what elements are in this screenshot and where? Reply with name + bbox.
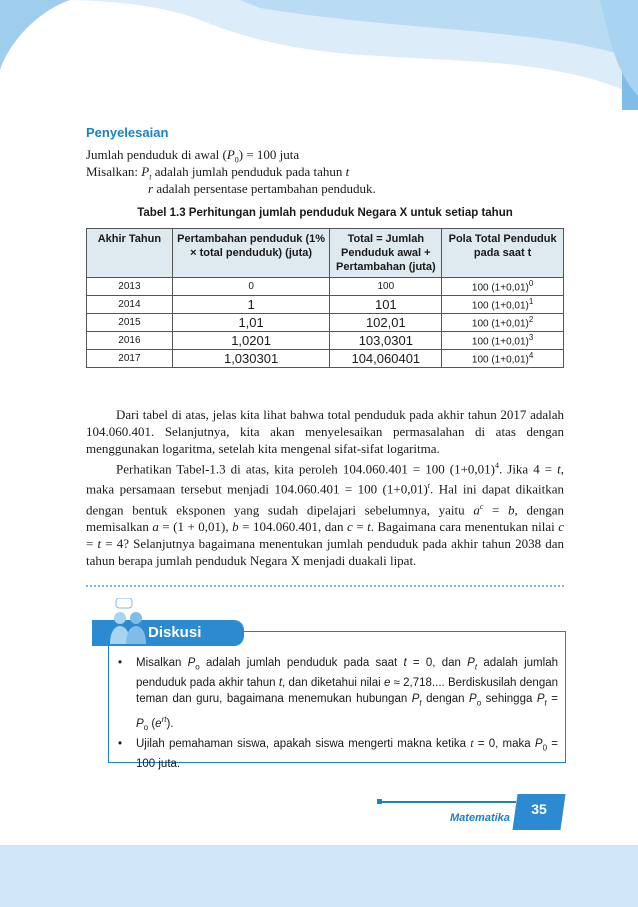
cell-increase: 1,01 — [172, 314, 330, 332]
sup-rt: rt — [161, 714, 167, 724]
sub-t: t — [419, 698, 422, 708]
table-header-row — [87, 229, 564, 278]
pattern-exponent: 0 — [528, 279, 534, 289]
population-table — [86, 228, 564, 368]
p2-d: . Hal ini dapat dikaitkan dengan bentuk eksponen yang sudah dipelajari sebelumnya, yaitu — [86, 481, 564, 517]
list-item — [118, 655, 558, 736]
cell-total: 101 — [330, 296, 442, 314]
intro-line-1-text-b: ) = 100 juta — [238, 147, 300, 162]
var-p: P — [226, 147, 235, 162]
sub-t: t — [149, 172, 152, 182]
var-p: P — [467, 657, 475, 669]
p2-d-sup: c — [479, 501, 484, 511]
cell-pattern — [442, 350, 564, 368]
cell-year: 2014 — [87, 296, 173, 314]
cell-year: 2015 — [87, 314, 173, 332]
pattern-exponent: 1 — [528, 297, 534, 307]
d1-b: adalah jumlah penduduk pada saat — [199, 657, 404, 669]
intro-line-2-text-a: Misalkan: — [86, 164, 142, 179]
intro-line-2-text-b: adalah jumlah penduduk pada tahun — [151, 164, 346, 179]
p2-b: . Jika 4 = — [498, 461, 558, 477]
d2-b: = 0, maka — [473, 737, 535, 750]
var-p: P — [534, 737, 543, 750]
cell-total: 103,0301 — [330, 332, 442, 350]
var-t: t — [367, 518, 371, 534]
var-p: P — [469, 693, 477, 706]
sub-t: t — [474, 662, 478, 672]
var-a: a — [152, 518, 159, 534]
sub-0: 0 — [234, 155, 239, 165]
cell-total: 100 — [330, 278, 442, 296]
paragraph-2 — [86, 457, 564, 569]
var-c: c — [558, 518, 564, 534]
cell-increase: 1,0201 — [172, 332, 330, 350]
cell-increase: 0 — [172, 278, 330, 296]
var-t: t — [97, 535, 102, 551]
header-pattern-text: Pola Total Penduduk pada saat t — [448, 233, 557, 259]
sub-t: t — [544, 698, 547, 708]
p2-l: = 4? Selanjutnya bagaimana menentukan jumlah penduduk pada akhir tahun 2038 dan tahun berapa jumlah penduduk Negara X menjadi duakali lipat. — [86, 535, 564, 568]
p2-j: . Bagaimana cara menentukan nilai — [370, 518, 559, 534]
pattern-exponent: 3 — [528, 333, 534, 343]
d1-k: ). — [166, 717, 174, 730]
p2-h: = 104.060.401, dan — [238, 518, 347, 534]
d1-d: adalah jumlah penduduk pada akhir tahun — [136, 657, 558, 690]
intro-line-3 — [148, 180, 376, 197]
var-t: t — [557, 461, 561, 477]
cell-increase: 1,030301 — [172, 350, 330, 368]
sub-o: o — [195, 662, 200, 672]
header-decoration — [0, 0, 638, 112]
section-divider — [86, 585, 564, 587]
pattern-base: 100 (1+0,01) — [471, 336, 529, 348]
header-year: Akhir Tahun — [87, 229, 173, 278]
var-e: e — [155, 717, 162, 730]
cell-pattern — [442, 278, 564, 296]
pattern-base: 100 (1+0,01) — [471, 300, 529, 312]
p2-g: = (1 + 0,01), — [158, 518, 233, 534]
p2-f: , dengan memisalkan — [86, 501, 564, 534]
footer-subject: Matematika — [450, 812, 510, 824]
header-total: Total = Jumlah Penduduk awal + Pertambahan (juta) — [330, 229, 442, 278]
table-row — [87, 314, 564, 332]
d1-g: dengan — [421, 693, 470, 706]
discussion-people-icon — [106, 598, 152, 646]
var-t: t — [470, 737, 474, 750]
p2-k: = — [86, 535, 98, 551]
cell-pattern — [442, 296, 564, 314]
d2-c: = 100 juta. — [136, 737, 558, 771]
p2-c-sup: t — [427, 481, 431, 491]
list-item — [118, 736, 558, 772]
paragraph-1: Dari tabel di atas, jelas kita lihat bahwa total penduduk pada akhir tahun 2017 adalah 104.060.401. Selanjutnya, kita akan menyelesaikan permasalahan di atas dengan menggunakan logaritma, setelah kita mengenal sifat-sifat logaritma. — [86, 407, 564, 456]
table-row — [87, 350, 564, 368]
var-t: t — [345, 164, 350, 179]
d2-a: Ujilah pemahaman siswa, apakah siswa mengerti makna ketika — [136, 737, 471, 750]
table-row — [87, 278, 564, 296]
var-p: P — [411, 693, 420, 706]
var-t: t — [278, 677, 283, 690]
d1-i: = — [546, 693, 559, 706]
header-pattern — [442, 229, 564, 278]
table-row — [87, 332, 564, 350]
d1-c: = 0, dan — [406, 657, 468, 669]
cell-year: 2017 — [87, 350, 173, 368]
d1-a: Misalkan — [136, 657, 188, 669]
diskusi-list — [118, 655, 558, 772]
header-increase: Pertambahan penduduk (1% × total penduduk) (juta) — [172, 229, 330, 278]
var-a: a — [473, 501, 480, 517]
var-c: c — [346, 518, 353, 534]
pattern-exponent: 4 — [528, 351, 534, 361]
cell-pattern — [442, 332, 564, 350]
var-p: P — [141, 164, 150, 179]
cell-total: 104,060401 — [330, 350, 442, 368]
sub-o: o — [476, 698, 482, 708]
var-p: P — [536, 693, 545, 706]
cell-year: 2016 — [87, 332, 173, 350]
cell-increase: 1 — [172, 296, 330, 314]
p2-e: = — [483, 501, 509, 517]
p2-c: , maka persamaan tersebut menjadi 104.060.401 = 100 (1+0,01) — [86, 461, 564, 497]
sub-o: o — [143, 722, 149, 732]
intro-line-3-text: adalah persentase pertambahan penduduk. — [153, 181, 376, 196]
section-heading: Penyelesaian — [86, 125, 169, 140]
footer-band — [0, 845, 638, 907]
p2-a-sup: 4 — [494, 461, 499, 470]
var-t: t — [403, 657, 407, 669]
table-caption: Tabel 1.3 Perhitungan jumlah penduduk Negara X untuk setiap tahun — [137, 207, 513, 219]
d1-h: sehingga — [481, 693, 537, 706]
var-b: b — [232, 518, 239, 534]
var-r: r — [148, 181, 154, 196]
sub-0: 0 — [542, 743, 548, 753]
p2-i: = — [352, 518, 368, 534]
intro-line-1-text-a: Jumlah penduduk di awal ( — [86, 147, 227, 162]
footer-line — [380, 801, 516, 803]
var-b: b — [508, 501, 515, 517]
pattern-base: 100 (1+0,01) — [471, 354, 529, 366]
var-p: P — [136, 717, 144, 730]
cell-pattern — [442, 314, 564, 332]
header-wave-graphic — [0, 0, 638, 112]
var-p: P — [187, 657, 196, 669]
d1-f: ≈ 2,718.... Berdiskusilah dengan teman dan guru, bagaimana menemukan hubungan — [136, 677, 559, 706]
cell-year: 2013 — [87, 278, 173, 296]
var-e: e — [383, 677, 391, 690]
d1-e: , dan diketahui nilai — [282, 677, 384, 690]
table-row — [87, 296, 564, 314]
diskusi-label: Diskusi — [148, 624, 202, 641]
d1-j: ( — [148, 717, 156, 730]
pattern-base: 100 (1+0,01) — [471, 282, 529, 294]
page-number: 35 — [531, 801, 547, 817]
pattern-exponent: 2 — [528, 315, 534, 325]
cell-total: 102,01 — [330, 314, 442, 332]
p2-a: Perhatikan Tabel-1.3 di atas, kita peroleh 104.060.401 = 100 (1+0,01) — [116, 461, 495, 477]
pattern-base: 100 (1+0,01) — [471, 318, 529, 330]
